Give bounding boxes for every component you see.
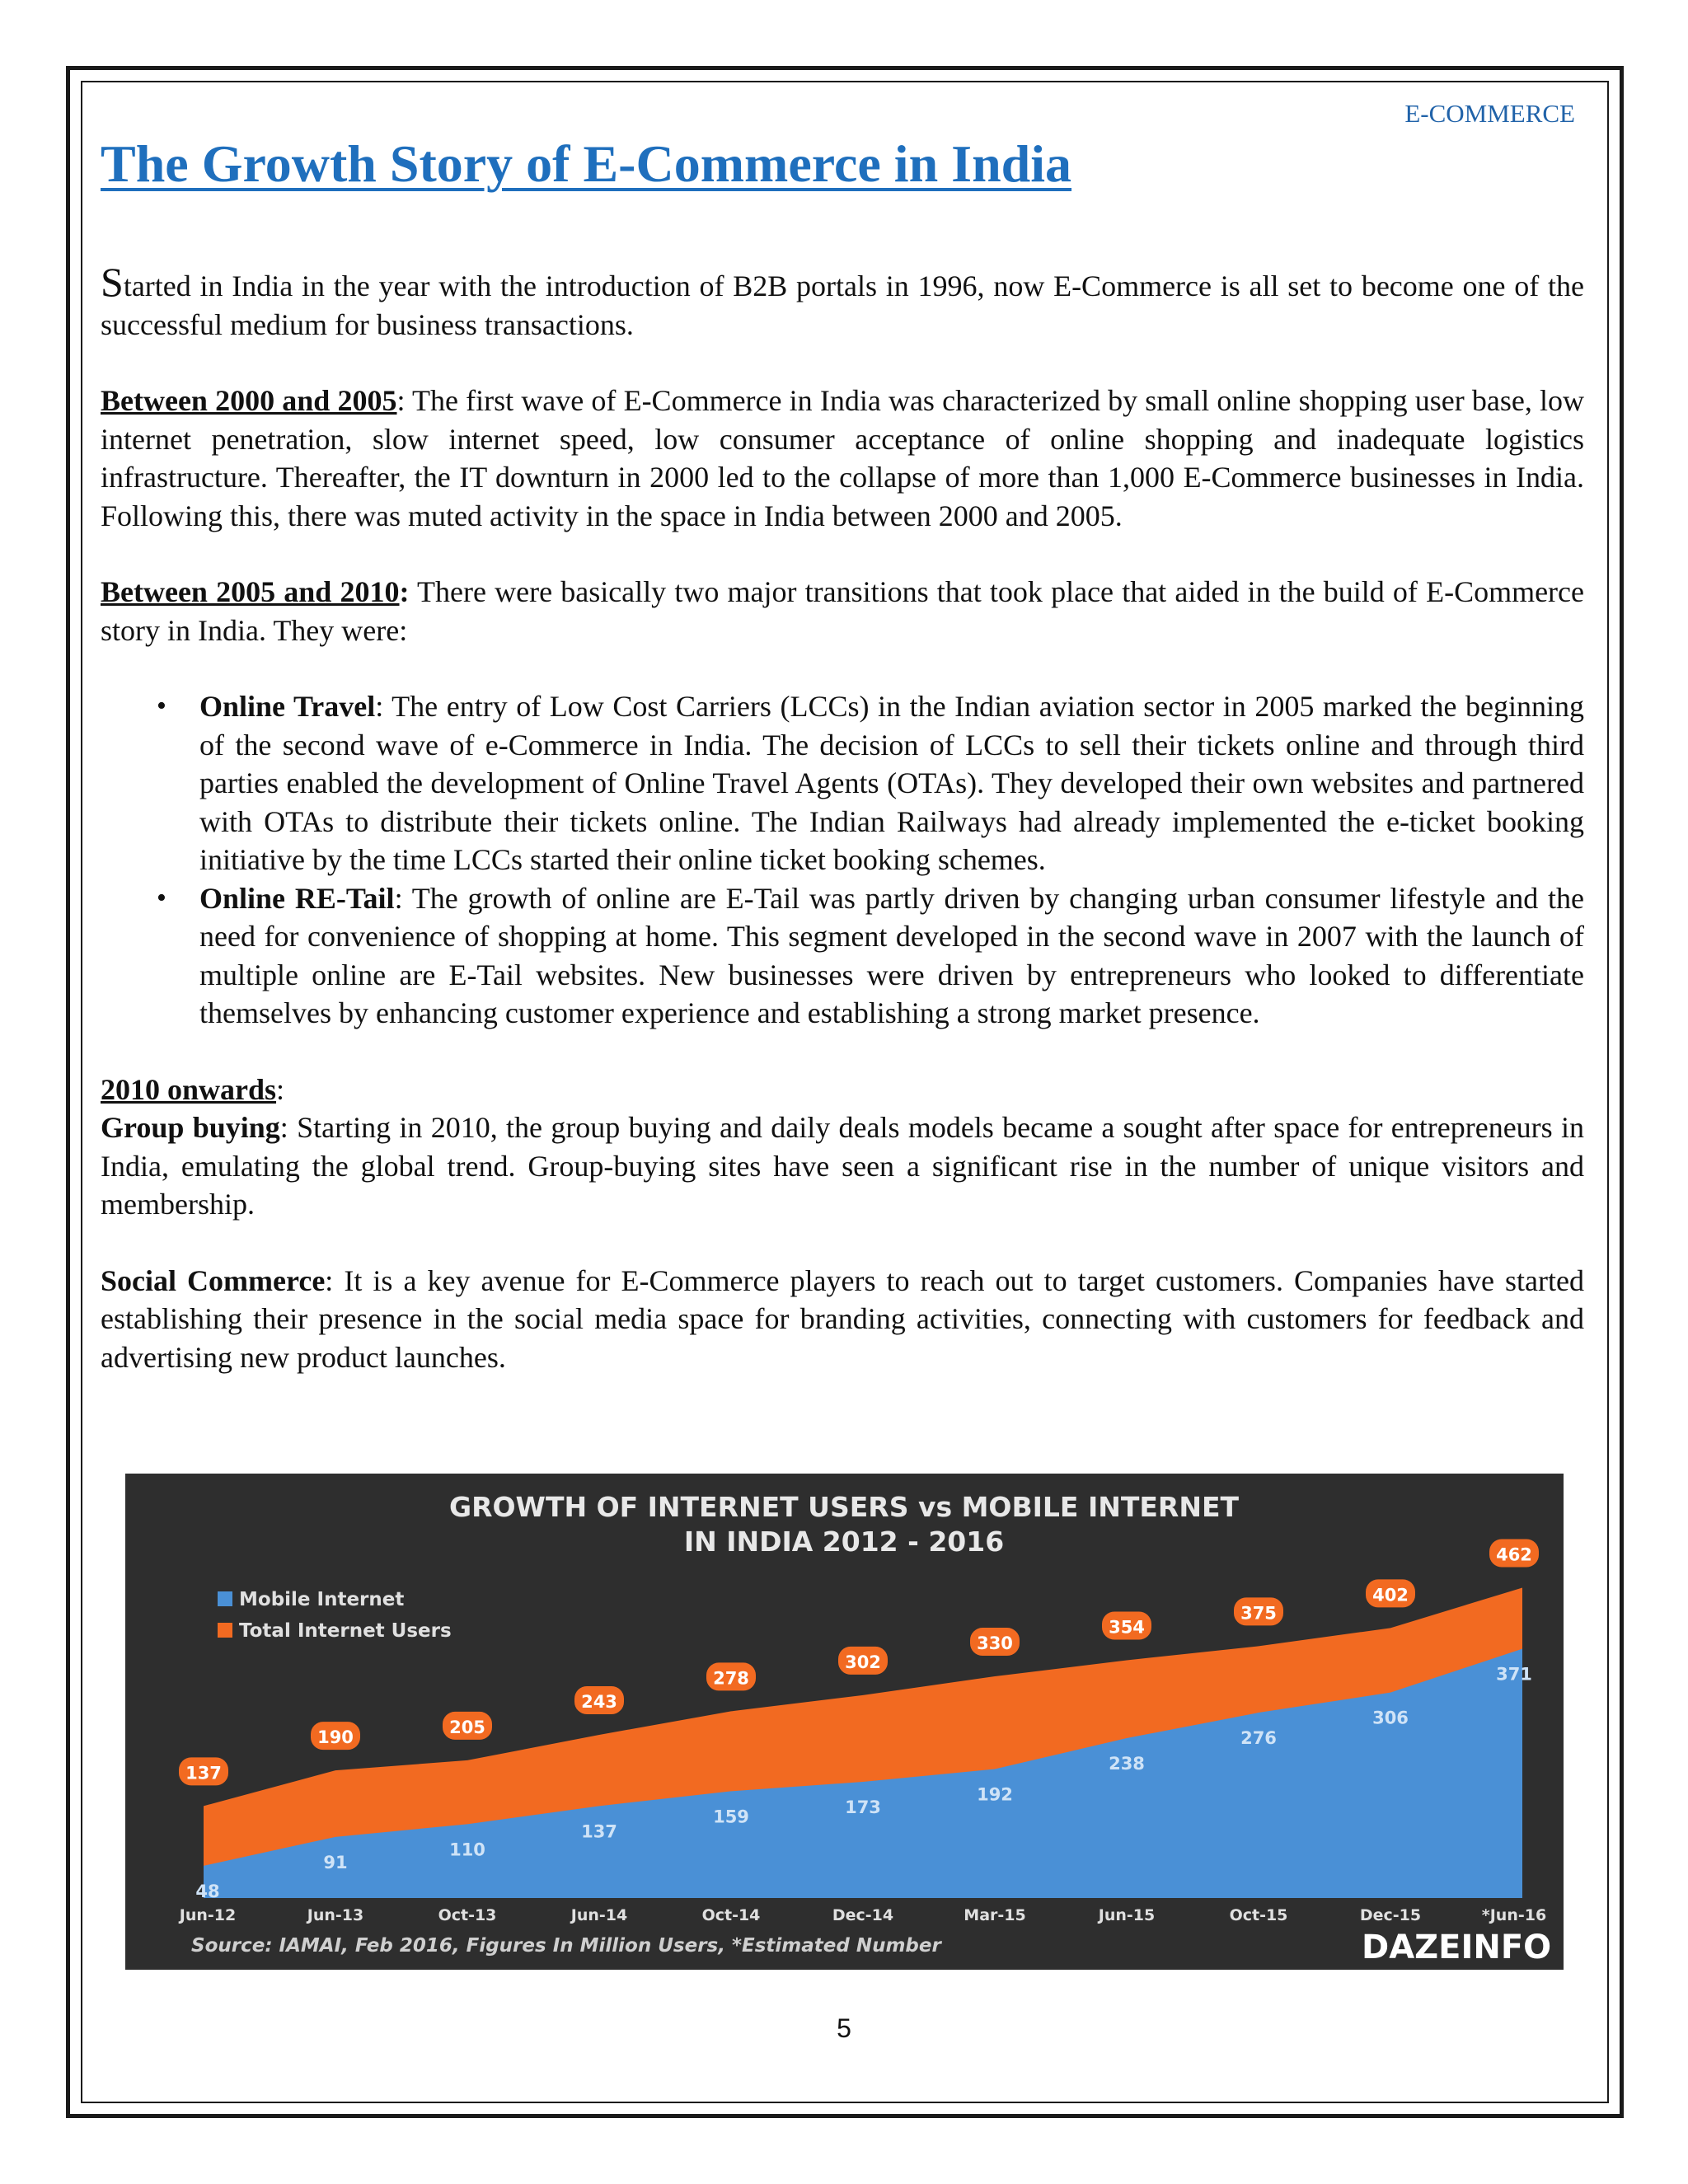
legend-label-mobile: Mobile Internet xyxy=(239,1589,405,1610)
section-heading: 2010 onwards xyxy=(101,1072,277,1106)
list-item: • Online RE-Tail: The growth of online are E-Tail was partly driven by changing urban consumer lifestyle and the need for convenience of shopping at home. This segment developed in the second wave in 2007 with the launch of multiple online are E-Tail websites. New businesses were driven by entrepreneurs who looked to differentiate themselves by enhancing customer experience and establishing a strong market presence. xyxy=(101,879,1584,1033)
dazeinfo-logo xyxy=(1362,1929,1551,1966)
intro-paragraph: Started in India in the year with the introduction of B2B portals in 1996, now E-Commerce is all set to become one of the successful medium for business transactions. xyxy=(101,259,1584,341)
x-tick-label: Dec-14 xyxy=(832,1906,894,1924)
data-label-mobile: 91 xyxy=(323,1852,348,1872)
transitions-list xyxy=(101,687,1584,1033)
internet-growth-chart xyxy=(125,1474,1564,1970)
x-tick-label: Jun-13 xyxy=(307,1906,364,1924)
data-label-total: 205 xyxy=(449,1717,485,1737)
body-text xyxy=(101,259,1585,1376)
section-2010-onwards: 2010 onwards: xyxy=(101,1072,285,1106)
data-label-mobile: 110 xyxy=(449,1840,485,1860)
x-tick-label: Oct-13 xyxy=(438,1906,497,1924)
data-label-total: 302 xyxy=(845,1652,881,1672)
x-tick-label: Oct-14 xyxy=(701,1906,761,1924)
data-label-mobile: 48 xyxy=(195,1881,220,1901)
data-label-mobile: 137 xyxy=(581,1821,617,1842)
section-2000-2005: Between 2000 and 2005: The first wave of E-Commerce in India was characterized by small online shopping user base, low internet penetration, slow internet speed, low consumer acceptance of online shopping and inadequate logistics infrastructure. Thereafter, the IT downturn in 2000 led to the collapse of more than 1,000 E-Commerce businesses in India. Following this, there was muted activity in the space in India between 2000 and 2005. xyxy=(101,384,1585,532)
chart-canvas xyxy=(125,1474,1564,1970)
data-label-total: 375 xyxy=(1240,1603,1277,1624)
page-title: The Growth Story of E-Commerce in India xyxy=(101,134,1072,193)
social-commerce-paragraph: Social Commerce: It is a key avenue for E-Commerce players to reach out to target customers. Companies have started establishing their presence in the social media space for branding activities, connecting with customers for feedback and advertising new product launches. xyxy=(101,1263,1584,1374)
data-label-total: 190 xyxy=(317,1727,354,1748)
page-number: 5 xyxy=(837,2013,851,2043)
data-label-mobile: 238 xyxy=(1109,1754,1145,1774)
chart-title-line1: GROWTH OF INTERNET USERS vs MOBILE INTERNET xyxy=(449,1491,1239,1523)
x-tick-label: Dec-15 xyxy=(1359,1906,1422,1924)
data-label-total: 462 xyxy=(1496,1544,1532,1565)
data-label-total: 137 xyxy=(185,1763,222,1783)
data-label-mobile: 276 xyxy=(1240,1728,1277,1749)
x-tick-label: Mar-15 xyxy=(964,1906,1026,1924)
x-tick-label: Oct-15 xyxy=(1229,1906,1288,1924)
data-label-mobile: 306 xyxy=(1372,1708,1409,1728)
data-label-total: 402 xyxy=(1372,1585,1409,1605)
data-label-total: 330 xyxy=(977,1633,1013,1654)
chart-source: Source: IAMAI, Feb 2016, Figures In Million Users, *Estimated Number xyxy=(191,1935,941,1957)
data-label-total: 243 xyxy=(581,1691,617,1712)
group-buying-paragraph: Group buying: Starting in 2010, the group buying and daily deals models became a sought after space for entrepreneurs in India, emulating the global trend. Group-buying sites have seen a significant rise in the number of unique visitors and membership. xyxy=(101,1111,1584,1221)
section-2005-2010: Between 2005 and 2010: There were basically two major transitions that took place that aided in the build of E-Commerce story in India. They were: xyxy=(101,575,1585,647)
list-item: • Online Travel: The entry of Low Cost Carriers (LCCs) in the Indian aviation sector in 2005 marked the beginning of the second wave of e-Commerce in India. The decision of LCCs to sell their tickets online and through third parties enabled the development of Online Travel Agents (OTAs). They developed their own websites and partnered with OTAs to distribute their tickets online. The Indian Railways had already implemented the e-ticket booking initiative by the time LCCs started their online ticket booking schemes. xyxy=(101,687,1584,879)
brand-logo-text: DAZEINFO xyxy=(1362,1929,1552,1966)
dropcap-letter: S xyxy=(101,259,124,305)
section-heading: Between 2005 and 2010 xyxy=(101,575,400,608)
data-label-total: 278 xyxy=(713,1668,749,1689)
legend-swatch-total xyxy=(218,1623,232,1638)
x-tick-label: Jun-14 xyxy=(570,1906,628,1924)
section-heading: Between 2000 and 2005 xyxy=(101,384,397,417)
data-label-mobile: 173 xyxy=(845,1797,881,1818)
data-label-total: 354 xyxy=(1109,1617,1145,1638)
data-label-mobile: 159 xyxy=(713,1807,749,1827)
legend-label-total: Total Internet Users xyxy=(239,1620,452,1642)
x-tick-label: Jun-12 xyxy=(179,1906,237,1924)
x-tick-label: Jun-15 xyxy=(1098,1906,1156,1924)
data-label-mobile: 371 xyxy=(1496,1664,1532,1685)
legend-swatch-mobile xyxy=(218,1591,232,1606)
chart-title-line2: IN INDIA 2012 - 2016 xyxy=(683,1526,1005,1558)
x-tick-label: *Jun-16 xyxy=(1481,1906,1547,1924)
data-label-mobile: 192 xyxy=(977,1784,1013,1805)
running-header: E-COMMERCE xyxy=(1404,99,1575,128)
